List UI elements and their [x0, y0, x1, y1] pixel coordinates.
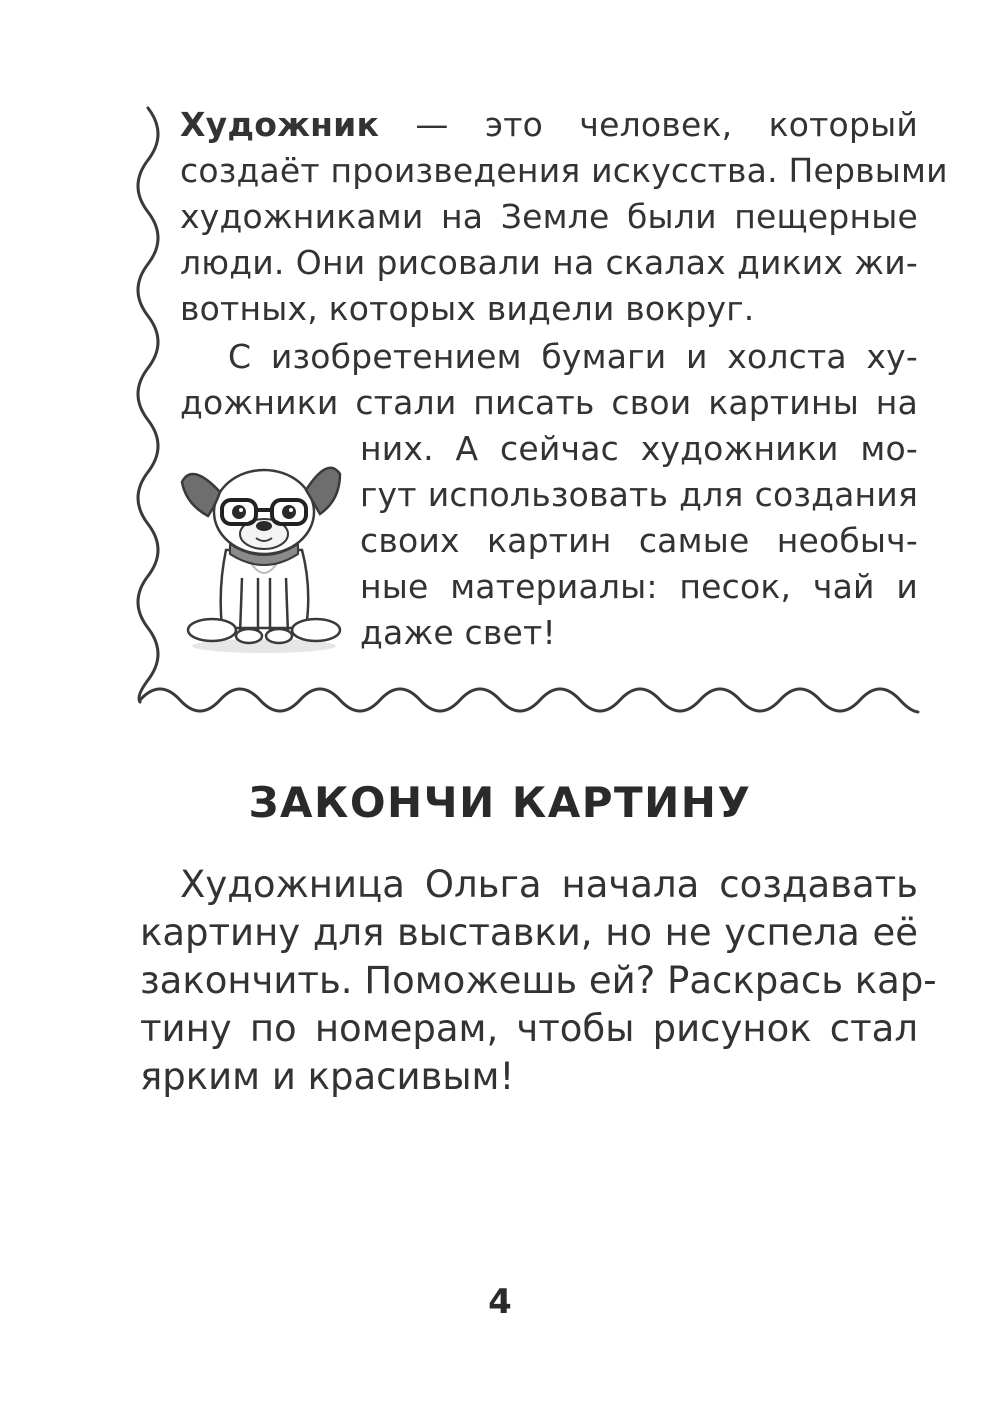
term-khudozhnik: Художник: [180, 105, 380, 144]
task-line: закончить. Поможешь ей? Раскрась кар-: [140, 959, 937, 1002]
info-line: гут использовать для создания: [360, 475, 918, 514]
dog-with-glasses-illustration: [178, 438, 348, 656]
info-line: вотных, которых видели вокруг.: [180, 289, 755, 328]
info-line: создаёт произведения искусства. Первыми: [180, 151, 948, 190]
info-line: дожники стали писать свои картины на: [180, 383, 918, 422]
task-line: Художница Ольга начала создавать: [180, 863, 918, 906]
section-title: ЗАКОНЧИ КАРТИНУ: [248, 778, 752, 827]
task-line: картину для выставки, но не успела её: [140, 911, 918, 954]
info-line-1: [180, 102, 918, 148]
info-line: своих картин самые необыч-: [360, 521, 918, 560]
info-line: художниками на Земле были пещерные: [180, 197, 918, 236]
info-line: ные материалы: песок, чай и: [360, 567, 918, 606]
info-line: С изобретением бумаги и холста ху-: [228, 337, 918, 376]
page-number: 4: [488, 1282, 512, 1322]
info-line: них. А сейчас художники мо-: [360, 429, 918, 468]
task-line: тину по номерам, чтобы рисунок стал: [140, 1007, 918, 1050]
info-line: люди. Они рисовали на скалах диких жи-: [180, 243, 918, 282]
info-line-1-rest: — это человек, который: [379, 105, 918, 144]
task-line: ярким и красивым!: [140, 1055, 515, 1098]
info-line: даже свет!: [360, 613, 556, 652]
